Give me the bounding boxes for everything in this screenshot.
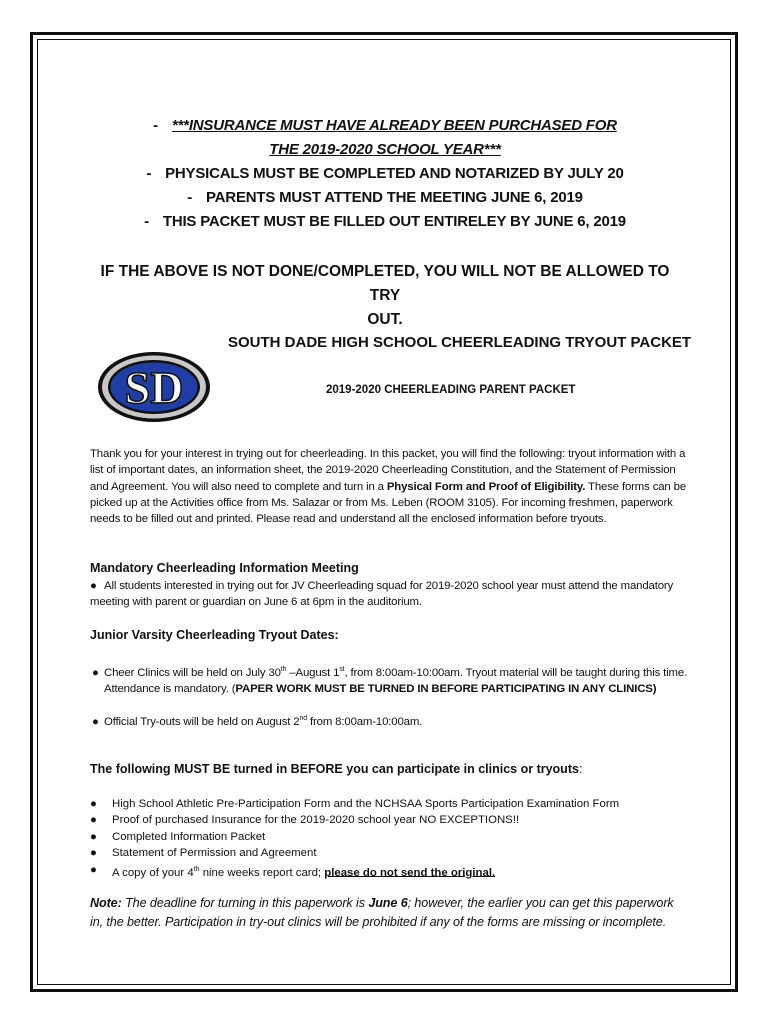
dash: -: [146, 165, 152, 182]
clinics-text-b: –August 1: [286, 666, 340, 679]
sup-th: th: [193, 865, 200, 873]
sup-th: th: [280, 666, 287, 673]
parents-meeting-notice: PARENTS MUST ATTEND THE MEETING JUNE 6, 2019: [205, 189, 583, 206]
bullet-dot: ●: [92, 715, 99, 728]
school-logo: [96, 350, 212, 424]
intro-bold: Physical Form and Proof of Eligibility.: [386, 480, 586, 493]
header-line-2: [0, 141, 770, 158]
requirements-heading: [90, 762, 582, 776]
physicals-notice: PHYSICALS MUST BE COMPLETED AND NOTARIZED BY JULY 20: [165, 165, 624, 182]
report-card-bold: please do not send the original.: [324, 866, 496, 879]
list-item-text: Proof of purchased Insurance for the 2019-2020 school year NO EXCEPTIONS!!: [112, 814, 520, 827]
note-bold-date: June 6: [368, 896, 408, 910]
meeting-bullet-text: All students interested in trying out for JV Cheerleading squad for 2019-2020 school year must attend the mandatory meeting with parent or guardian on June 6 at 6pm in the auditorium.: [90, 580, 674, 608]
clinics-bullet: [92, 662, 694, 697]
packet-title: SOUTH DADE HIGH SCHOOL CHEERLEADING TRYOUT PACKET: [228, 334, 692, 351]
bullet-dot: ●: [90, 847, 97, 860]
header-line-5: [0, 213, 770, 230]
logo-letters: SD: [124, 362, 184, 413]
meeting-bullet: [90, 578, 690, 610]
clinics-text-c: , from 8:00am-10:00am. Tryout material will be taught during this time. Attendance is mandatory. (: [104, 666, 688, 695]
insurance-notice: ***INSURANCE MUST HAVE ALREADY BEEN PURCHASED FOR: [171, 117, 617, 134]
intro-text-2: These forms can be picked up at the Activities office from Ms. Salazar or from Ms. Leben (ROOM 3105). For incoming freshmen, paperwork needs to be filled out and printed. Please read and understand all the enclosed information before tryouts.: [90, 480, 687, 526]
header-line-4: [0, 189, 770, 206]
dash: -: [187, 189, 192, 206]
official-text-b: from 8:00am-10:00am.: [306, 715, 423, 728]
packet-notice: THIS PACKET MUST BE FILLED OUT ENTIRELEY BY JUNE 6, 2019: [162, 213, 626, 230]
sup-st: st: [339, 666, 345, 673]
warning-line-1: IF THE ABOVE IS NOT DONE/COMPLETED, YOU WILL NOT BE ALLOWED TO TRY: [100, 263, 670, 304]
official-tryouts-bullet: [92, 711, 692, 730]
requirements-heading-bold: The following MUST BE turned in BEFORE you can participate in clinics or tryouts: [90, 762, 579, 776]
header-line-1: [0, 117, 770, 134]
bullet-dot: ●: [90, 798, 97, 810]
note-text-b: ; however, the earlier you can get this paperwork in, the better. Participation in try-out clinics will be prohibited if any of the forms are missing or incomplete.: [90, 896, 674, 929]
bullet-dot: ●: [92, 666, 99, 679]
report-card-text-a: A copy of your 4: [112, 866, 194, 879]
intro-text-1: Thank you for your interest in trying out for cheerleading. In this packet, you will find the following: tryout information with a list of important dates, an information sheet, the 2019-2020 Cheerleading Constitution, and the Statement of Permission and Agreement. You will also need to complete and turn in a: [90, 448, 686, 493]
list-item-text: Statement of Permission and Agreement: [112, 847, 317, 860]
list-item-text: [112, 862, 495, 881]
deadline-note: [90, 894, 690, 932]
bullet-dot: ●: [90, 863, 97, 876]
requirements-heading-tail: :: [578, 762, 583, 776]
bullet-dot: ●: [90, 580, 97, 592]
list-item: [90, 862, 690, 878]
dash: -: [144, 213, 149, 230]
note-label: Note:: [90, 896, 122, 910]
list-item: [90, 829, 690, 845]
bullet-dot: ●: [90, 814, 97, 827]
insurance-notice-year: THE 2019-2020 SCHOOL YEAR***: [269, 141, 501, 158]
warning-text: [95, 260, 675, 332]
dash: -: [153, 117, 158, 134]
note-text-a: The deadline for turning in this paperwork is: [121, 896, 369, 910]
clinics-bold: PAPER WORK MUST BE TURNED IN BEFORE PARTICIPATING IN ANY CLINICS): [235, 682, 657, 695]
list-item-text: High School Athletic Pre-Participation Form and the NCHSAA Sports Participation Examination Form: [112, 798, 620, 810]
list-item-text: Completed Information Packet: [112, 830, 266, 843]
bullet-dot: ●: [90, 830, 97, 843]
packet-subtitle: 2019-2020 CHEERLEADING PARENT PACKET: [326, 384, 576, 396]
report-card-text-b: nine weeks report card;: [199, 866, 325, 879]
list-item: [90, 812, 690, 828]
intro-paragraph: [90, 446, 690, 527]
list-item: [90, 796, 690, 812]
meeting-heading: Mandatory Cheerleading Information Meeting: [90, 561, 359, 575]
tryout-dates-heading: Junior Varsity Cheerleading Tryout Dates:: [90, 628, 339, 642]
sup-nd: nd: [299, 715, 307, 722]
header-line-3: [0, 165, 770, 182]
requirements-list: [90, 796, 690, 878]
list-item: [90, 845, 690, 861]
clinics-text-a: Cheer Clinics will be held on July 30: [104, 666, 281, 679]
official-text-a: Official Try-outs will be held on August 2: [104, 715, 300, 728]
warning-line-2: OUT.: [367, 311, 403, 328]
